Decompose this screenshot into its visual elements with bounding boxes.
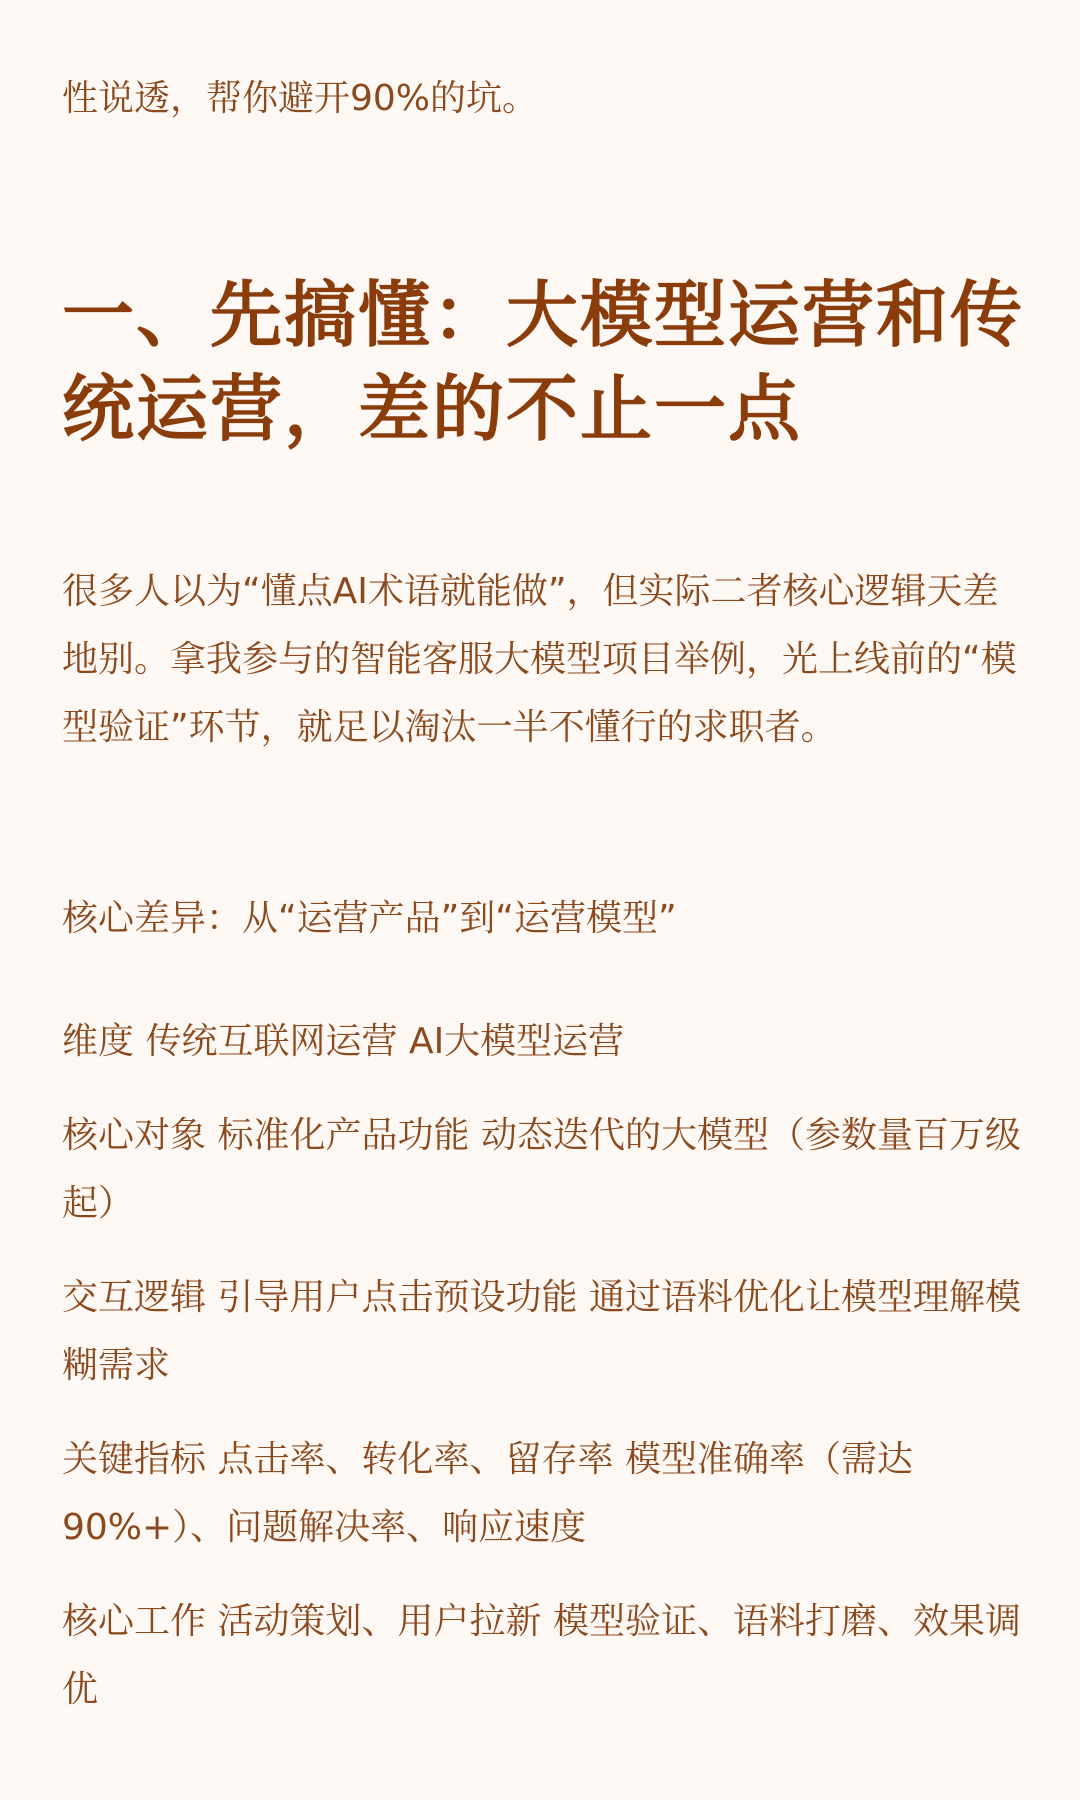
table-cell-traditional: 活动策划、用户拉新	[217, 1601, 542, 1642]
table-row	[62, 1102, 1030, 1238]
table-cell-dimension: 关键指标	[62, 1439, 207, 1480]
table-cell-dimension: 维度	[62, 1021, 135, 1062]
table-cell-ai: 动态迭代的大模型（参数量百万级起）	[62, 1115, 1021, 1224]
section-heading: 一、先搞懂：大模型运营和传统运营，差的不止一点	[62, 273, 1025, 451]
table-cell-dimension: 核心工作	[62, 1601, 207, 1642]
comparison-table	[62, 1008, 1030, 1750]
table-cell-ai: AI大模型运营	[408, 1021, 625, 1062]
table-row	[62, 1426, 1030, 1562]
table-cell-traditional: 点击率、转化率、留存率	[217, 1439, 614, 1480]
comparison-subheading: 核心差异：从“运营产品”到“运营模型”	[62, 898, 677, 939]
table-cell-traditional: 引导用户点击预设功能	[217, 1277, 578, 1318]
table-cell-ai: 模型准确率（需达90%+）、问题解决率、响应速度	[62, 1439, 913, 1548]
body-paragraph: 很多人以为“懂点AI术语就能做”，但实际二者核心逻辑天差地别。拿我参与的智能客服大模型项目举例，光上线前的“模型验证”环节，就足以淘汰一半不懂行的求职者。	[62, 571, 1017, 748]
table-cell-traditional: 标准化产品功能	[217, 1115, 470, 1156]
table-cell-traditional: 传统互联网运营	[145, 1021, 398, 1062]
table-row	[62, 1588, 1030, 1724]
intro-tail-text: 性说透，帮你避开90%的坑。	[62, 78, 539, 119]
table-cell-ai: 通过语料优化让模型理解模糊需求	[62, 1277, 1021, 1386]
table-cell-dimension: 核心对象	[62, 1115, 207, 1156]
table-header-row	[62, 1008, 1030, 1076]
table-cell-ai: 模型验证、语料打磨、效果调优	[62, 1601, 1021, 1710]
table-row	[62, 1264, 1030, 1400]
table-cell-dimension: 交互逻辑	[62, 1277, 207, 1318]
